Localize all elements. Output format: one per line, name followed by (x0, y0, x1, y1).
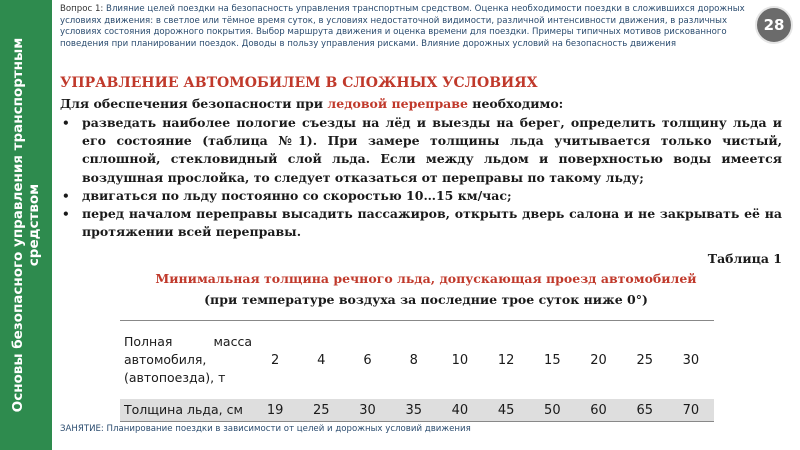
table-cell: 19 (266, 402, 284, 418)
table-cell: 6 (363, 352, 372, 368)
table-cell: 45 (497, 402, 515, 418)
table-cell: 70 (682, 402, 700, 418)
row-header-word: масса (213, 334, 252, 349)
bullet-marker: • (62, 188, 70, 203)
sidebar-title: Основы безопасного управления транспортным средством (10, 37, 42, 413)
table-cell: 30 (682, 352, 700, 368)
page-number-badge: 28 (755, 6, 793, 44)
list-item-text: перед началом переправы высадить пассажиров, открыть дверь салона и не закрывать её на протяжении всей переправы. (82, 206, 782, 240)
list-item (62, 187, 782, 205)
row-header-mass (120, 333, 252, 387)
list-item (62, 205, 782, 241)
list-item (62, 114, 782, 187)
bullet-marker: • (62, 207, 70, 222)
table-number: Таблица 1 (707, 251, 782, 266)
table-cell: 8 (409, 352, 418, 368)
table-cell: 35 (405, 402, 422, 418)
table-row-mass (120, 321, 714, 399)
table-cell: 12 (497, 352, 515, 368)
table-title: Минимальная толщина речного льда, допускающая проезд автомобилей (155, 271, 697, 286)
question-label: Вопрос 1: (60, 4, 104, 14)
table-cell: 30 (359, 402, 376, 418)
list-item-text: двигаться по льду постоянно со скоростью 10…15 км/час; (82, 187, 512, 203)
table-row-thickness (120, 399, 714, 421)
row-header-thickness: Толщина льда, см (124, 402, 243, 417)
table-cell: 15 (544, 352, 561, 368)
table-cell: 10 (451, 352, 469, 368)
section-title: УПРАВЛЕНИЕ АВТОМОБИЛЕМ В СЛОЖНЫХ УСЛОВИЯХ (60, 75, 538, 91)
bullet-list (62, 114, 782, 241)
question-header (60, 4, 750, 50)
table-cell: 25 (313, 402, 330, 418)
intro-after: необходимо: (472, 96, 564, 111)
bullet-marker: • (62, 116, 70, 130)
table-cell: 40 (451, 402, 469, 418)
table-cell: 65 (636, 402, 653, 418)
row-header-line: автомобиля, (124, 352, 207, 367)
table-cell: 60 (590, 402, 607, 418)
table-cell: 20 (590, 352, 607, 368)
row-header-line: (автопоезда), т (124, 370, 226, 385)
table-cell: 50 (544, 402, 561, 418)
table-cell: 2 (270, 352, 280, 368)
intro-highlight: ледовой переправе (327, 96, 468, 111)
table-cell: 4 (317, 352, 326, 368)
intro-before: Для обеспечения безопасности при (60, 96, 324, 111)
lesson-footer: ЗАНЯТИЕ: Планирование поездки в зависимости от целей и дорожных условий движения (60, 424, 471, 434)
table-subtitle: (при температуре воздуха за последние трое суток ниже 0°) (204, 292, 648, 307)
table-cell: 25 (636, 352, 653, 368)
intro-text (60, 96, 780, 111)
row-header-word: Полная (124, 334, 173, 349)
sidebar (0, 0, 52, 450)
question-text: Влияние целей поездки на безопасность управления транспортным средством. Оценка необходимости поездки в сложившихся дорожных условиях движения: в светлое или тёмное время суток, в условиях недостаточной видимости, различной интенсивности движения, в различных условиях состояния дорожного покрытия. Выбор маршрута движения и оценка времени для поездки. Примеры типичных мотивов рискованного поведения при планировании поездок. Доводы в пользу управления рисками. Влияние дорожных условий на безопасность движения (60, 4, 745, 49)
ice-thickness-table (120, 320, 714, 422)
list-item-text: разведать наиболее пологие съезды на лёд и выезды на берег, определить толщину льда и его состояние (таблица №1). При замере толщины льда учитывается только чистый, сплошной, стекловидный слой льда. Если между льдом и поверхностью воды имеется воздушная прослойка, то следует отказаться от переправы по такому льду; (82, 115, 782, 185)
